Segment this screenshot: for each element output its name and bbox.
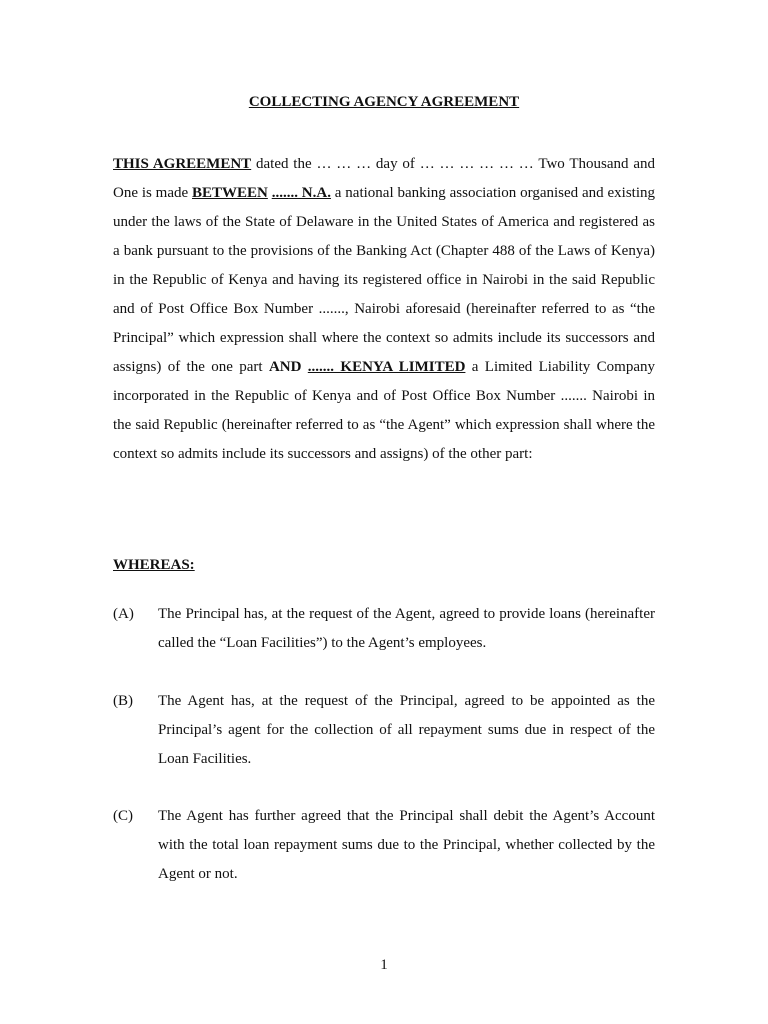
recital-letter: (B) — [113, 693, 133, 709]
document-title: COLLECTING AGENCY AGREEMENT — [248, 94, 520, 110]
recital-c — [113, 802, 655, 889]
recital-text: The Principal has, at the request of the Agent, agreed to provide loans (hereinafter called the “Loan Facilities”) to the Agent’s employees. — [158, 606, 655, 651]
and-label: AND — [268, 359, 302, 375]
recital-a — [113, 600, 655, 658]
intro-text-1: dated the … … … day of … … … … … … Two Thousand and One is made — [113, 156, 655, 201]
recital-text: The Agent has further agreed that the Principal shall debit the Agent’s Account with the total loan repayment sums due to the Principal, whether collected by the Agent or not. — [158, 808, 655, 882]
principal-party-name: ....... N.A. — [271, 185, 331, 201]
this-agreement-label: THIS AGREEMENT — [113, 156, 252, 172]
recital-letter: (A) — [113, 606, 134, 622]
agent-party-name: ....... KENYA LIMITED — [307, 359, 466, 375]
whereas-heading: WHEREAS: — [113, 557, 195, 573]
page-number: 1 — [380, 957, 388, 973]
between-label: BETWEEN — [192, 185, 268, 201]
intro-text-2: a national banking association organised and existing under the laws of the State of Delaware in the United States of America and registered as a bank pursuant to the provisions of the Banking Act (Chapter 488 of the Laws of Kenya) in the Republic of Kenya and having its registered office in Nairobi in the said Republic and of Post Office Box Number ......., Nairobi aforesaid (hereinafter referred to as “the Principal” which expression shall where the context so admits include its successors and assigns) of the one part — [113, 185, 655, 375]
intro-text-3: a Limited Liability Company incorporated in the Republic of Kenya and of Post Office Box Number ....... Nairobi in the said Republic (hereinafter referred to as “the Agent” which expression shall where the context so admits include its successors and assigns) of the other part: — [113, 359, 655, 462]
recital-letter: (C) — [113, 808, 133, 824]
recital-b — [113, 687, 655, 774]
agreement-intro-paragraph — [113, 150, 655, 469]
recital-text: The Agent has, at the request of the Principal, agreed to be appointed as the Principal’s agent for the collection of all repayment sums due in respect of the Loan Facilities. — [158, 693, 655, 767]
